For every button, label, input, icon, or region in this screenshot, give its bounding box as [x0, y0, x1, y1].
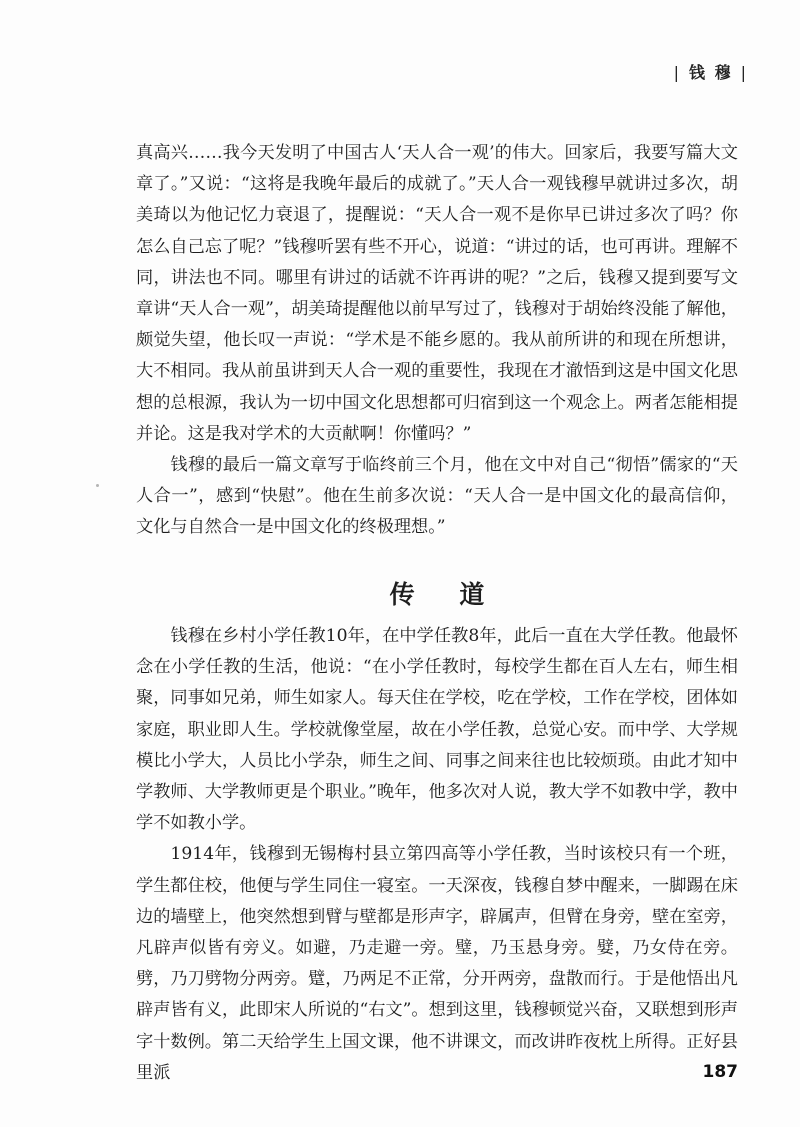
- paragraph: 钱穆在乡村小学任教10年，在中学任教8年，此后一直在大学任教。他最怀念在小学任教的生活，他说：“在小学任教时，每校学生都在百人左右，师生相聚，同事如兄弟，师生如家人。每天住在学校，吃在学校，工作在学校，团体如家庭，职业即人生。学校就像堂屋，故在小学任教，总觉心安。而中学、大学规模比小学大，人员比小学杂，师生之间、同事之间来往也比较烦琐。由此才知中学教师、大学教师更是个职业。”晚年，他多次对人说，教大学不如教中学，教中学不如教小学。: [136, 626, 738, 834]
- body-text-top: [136, 138, 738, 544]
- paragraph: 1914年，钱穆到无锡梅村县立第四高等小学任教，当时该校只有一个班，学生都住校，他便与学生同住一寝室。一天深夜，钱穆自梦中醒来，一脚踢在床边的墙壁上，他突然想到臂与壁都是形声字，辟属声，但臂在身旁，壁在室旁，凡辟声似皆有旁义。如避，乃走避一旁。璧，乃玉悬身旁。嬖，乃女侍在旁。劈，乃刀劈物分两旁。躄，乃两足不正常，分开两旁，盘散而行。于是他悟出凡辟声皆有义，此即宋人所说的“右文”。想到这里，钱穆顿觉兴奋，又联想到形声字十数例。第二天给学生上国文课，他不讲课文，而改讲昨夜枕上所得。正好县里派: [136, 844, 738, 1083]
- paragraph: 钱穆的最后一篇文章写于临终前三个月，他在文中对自己“彻悟”儒家的“天人合一”，感到“快慰”。他在生前多次说：“天人合一是中国文化的最高信仰，文化与自然合一是中国文化的终极理想。”: [136, 455, 738, 538]
- page-number: 187: [702, 1062, 738, 1082]
- header-bar-left: |: [673, 63, 682, 82]
- margin-speck: [96, 484, 99, 487]
- running-header: [666, 60, 756, 83]
- header-bar-right: |: [740, 63, 748, 82]
- body-text-bottom: [136, 621, 738, 1089]
- section-heading: 传 道: [389, 579, 503, 609]
- paragraph-continued: 真高兴……我今天发明了中国古人‘天人合一观’的伟大。回家后，我要写篇大文章了。”又说：“这将是我晚年最后的成就了。”天人合一观钱穆早就讲过多次，胡美琦以为他记忆力衰退了，提醒说：“天人合一观不是你早已讲过多次了吗？你怎么自己忘了呢？”钱穆听罢有些不开心，说道：“讲过的话，也可再讲。理解不同，讲法也不同。哪里有讲过的话就不许再讲的呢？”之后，钱穆又提到要写文章讲“天人合一观”，胡美琦提醒他以前早写过了，钱穆对于胡始终没能了解他，颇觉失望，他长叹一声说：“学术是不能乡愿的。我从前所讲的和现在所想讲，大不相同。我从前虽讲到天人合一观的重要性，我现在才澈悟到这是中国文化思想的总根源，我认为一切中国文化思想都可归宿到这一个观念上。两者怎能相提并论。这是我对学术的大贡献啊！你懂吗？”: [136, 143, 738, 444]
- running-header-title: 钱 穆: [689, 63, 733, 82]
